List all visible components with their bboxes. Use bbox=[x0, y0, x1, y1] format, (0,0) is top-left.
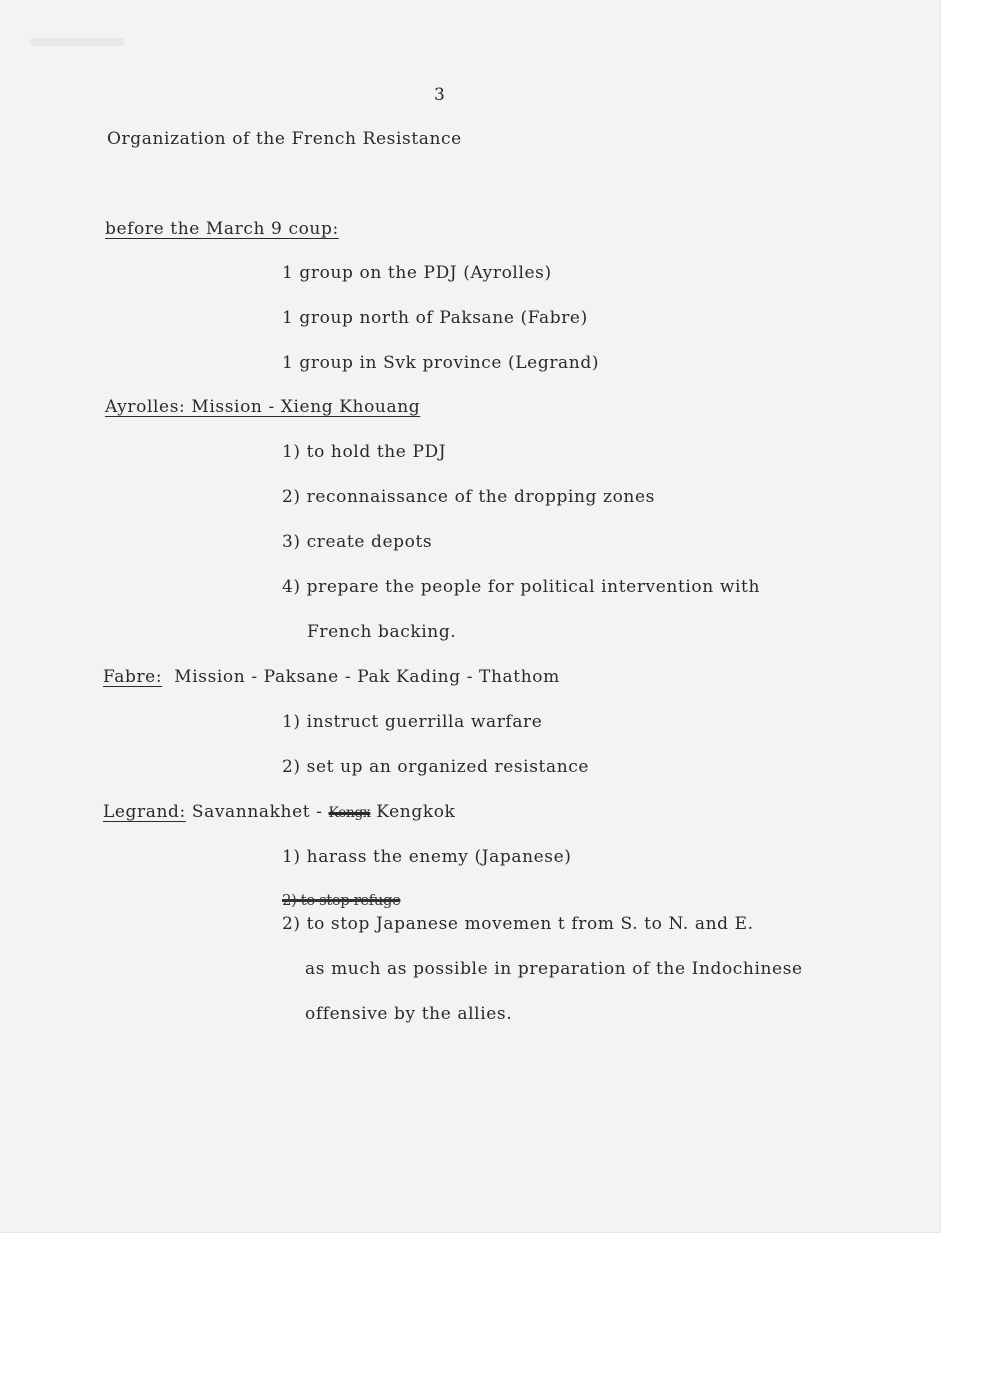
fabre-line bbox=[103, 666, 560, 688]
legrand-text-after: Kengkok bbox=[370, 802, 456, 822]
fabre-mission: Mission - Paksane - Pak Kading - Thathom bbox=[174, 667, 560, 687]
fabre-item-1: 1) instruct guerrilla warfare bbox=[282, 712, 543, 732]
document-title: Organization of the French Resistance bbox=[107, 129, 462, 149]
page-number: 3 bbox=[434, 85, 446, 105]
ayrolles-item-4: 4) prepare the people for political intervention with bbox=[282, 577, 760, 597]
fabre-label: Fabre: bbox=[103, 667, 163, 687]
ayrolles-item-3: 3) create depots bbox=[282, 532, 433, 552]
legrand-item-2-line-2: as much as possible in preparation of the Indochinese bbox=[305, 959, 803, 979]
ayrolles-item-2: 2) reconnaissance of the dropping zones bbox=[282, 487, 655, 507]
legrand-text-before: Savannakhet - bbox=[191, 802, 329, 822]
legrand-struck-line: 2) to stop refuge bbox=[282, 891, 401, 909]
legrand-line bbox=[103, 801, 455, 824]
ayrolles-item-4-continued: French backing. bbox=[307, 622, 457, 642]
legrand-struck-word: Kengx bbox=[328, 805, 371, 821]
legrand-item-2-line-3: offensive by the allies. bbox=[305, 1004, 513, 1024]
legrand-item-2-line-1: 2) to stop Japanese movemen t from S. to N. and E. bbox=[282, 914, 754, 934]
fabre-item-2: 2) set up an organized resistance bbox=[282, 757, 590, 777]
before-item-3: 1 group in Svk province (Legrand) bbox=[282, 353, 600, 373]
legrand-item-1: 1) harass the enemy (Japanese) bbox=[282, 847, 572, 867]
before-item-1: 1 group on the PDJ (Ayrolles) bbox=[282, 263, 552, 283]
before-item-2: 1 group north of Paksane (Fabre) bbox=[282, 308, 588, 328]
before-coup-heading: before the March 9 coup: bbox=[105, 219, 339, 239]
scan-smudge bbox=[30, 38, 125, 46]
ayrolles-heading: Ayrolles: Mission - Xieng Khouang bbox=[105, 397, 421, 417]
legrand-label: Legrand: bbox=[103, 802, 186, 822]
ayrolles-item-1: 1) to hold the PDJ bbox=[282, 442, 447, 462]
